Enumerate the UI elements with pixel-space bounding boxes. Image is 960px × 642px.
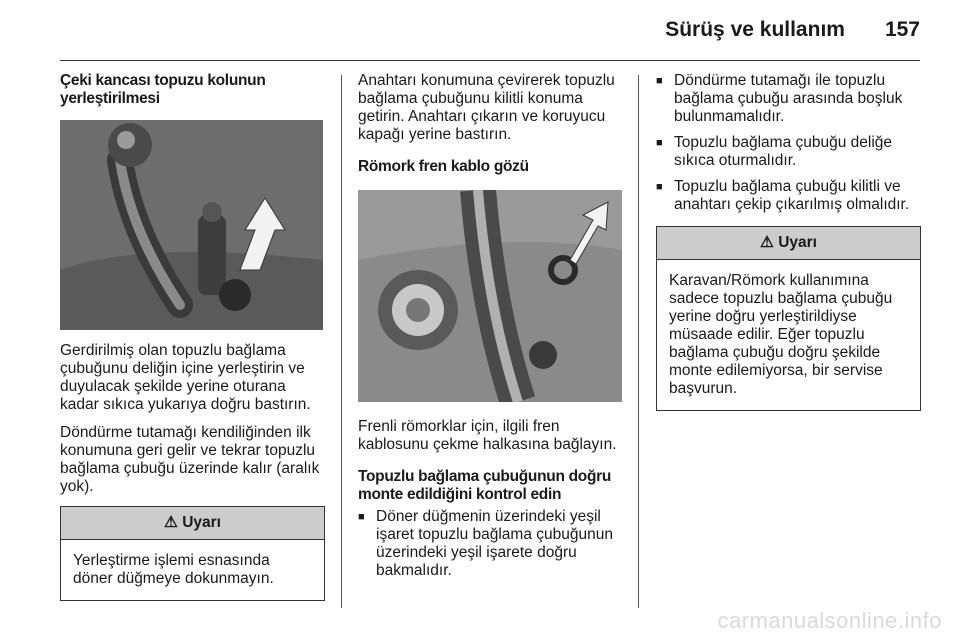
brake-cable-eye-illustration [358, 190, 622, 402]
paragraph: Döndürme tutamağı kendiliğinden ilk konumuna geri gelir ve tekrar topuzlu bağlama çubuğu üzerinde kalır (aralık yok). [60, 424, 320, 495]
list-item: ■ Döner düğmenin üzerindeki yeşil işaret topuzlu bağlama çubuğunun üzerindeki yeşil işarete doğru bakmalıdır. [358, 508, 623, 580]
list-item: ■ Topuzlu bağlama çubuğu kilitli ve anahtarı çekip çıkarılmış olmalıdır. [656, 178, 921, 214]
column-divider [638, 75, 639, 608]
warning-triangle-icon: ⚠ [760, 234, 774, 251]
warning-header [657, 227, 920, 260]
column-divider [341, 75, 342, 608]
section-heading: Çeki kancası topuzu kolunun yerleştirilmesi [60, 72, 266, 107]
warning-triangle-icon: ⚠ [164, 514, 178, 531]
warning-box [656, 226, 921, 411]
list-item: ■ Topuzlu bağlama çubuğu deliğe sıkıca oturmalıdır. [656, 134, 921, 170]
trailer-brake-cable-eye-illustration-icon [358, 190, 622, 402]
column-3 [656, 72, 921, 411]
warning-text: Karavan/Römork kullanımına sadece topuzlu bağlama çubuğu yerine doğru yerleştirildiyse müsaade edilir. Eğer topuzlu bağlama çubuğu doğru şekilde monte edilemiyorsa, bir servise başvurun. [669, 272, 893, 397]
bullet-list [656, 72, 921, 214]
paragraph: Frenli römorklar için, ilgili fren kablosunu çekme halkasına bağlayın. [358, 418, 617, 453]
warning-title: Uyarı [182, 514, 221, 531]
section-heading: Topuzlu bağlama çubuğunun doğru monte edildiğini kontrol edin [358, 468, 612, 503]
warning-text: Yerleştirme işlemi esnasında döner düğmeye dokunmayın. [73, 552, 274, 587]
warning-title: Uyarı [778, 234, 817, 251]
bullet-list [358, 508, 623, 580]
list-item: ■ Döndürme tutamağı ile topuzlu bağlama çubuğu arasında boşluk bulunmamalıdır. [656, 72, 921, 126]
section-heading: Römork fren kablo gözü [358, 158, 529, 175]
column-2 [358, 72, 623, 588]
tow-hook-ball-bar-illustration-icon [60, 120, 323, 330]
watermark: carmanualsonline.info [717, 608, 942, 633]
paragraph: Anahtarı konumuna çevirerek topuzlu bağlama çubuğunu kilitli konuma getirin. Anahtarı çıkarın ve koruyucu kapağı yerine bastırın. [358, 72, 615, 143]
column-1 [60, 72, 325, 601]
warning-box [60, 506, 325, 601]
header-rule [60, 60, 920, 61]
warning-header [61, 507, 324, 540]
page-number: 157 [884, 18, 920, 41]
tow-hook-illustration [60, 120, 323, 330]
paragraph: Gerdirilmiş olan topuzlu bağlama çubuğunu deliğin içine yerleştirin ve duyulacak şekilde yerine oturana kadar sıkıca yukarıya doğru bastırın. [60, 342, 311, 413]
page-title: Sürüş ve kullanım [665, 18, 845, 41]
page-header [665, 18, 920, 42]
